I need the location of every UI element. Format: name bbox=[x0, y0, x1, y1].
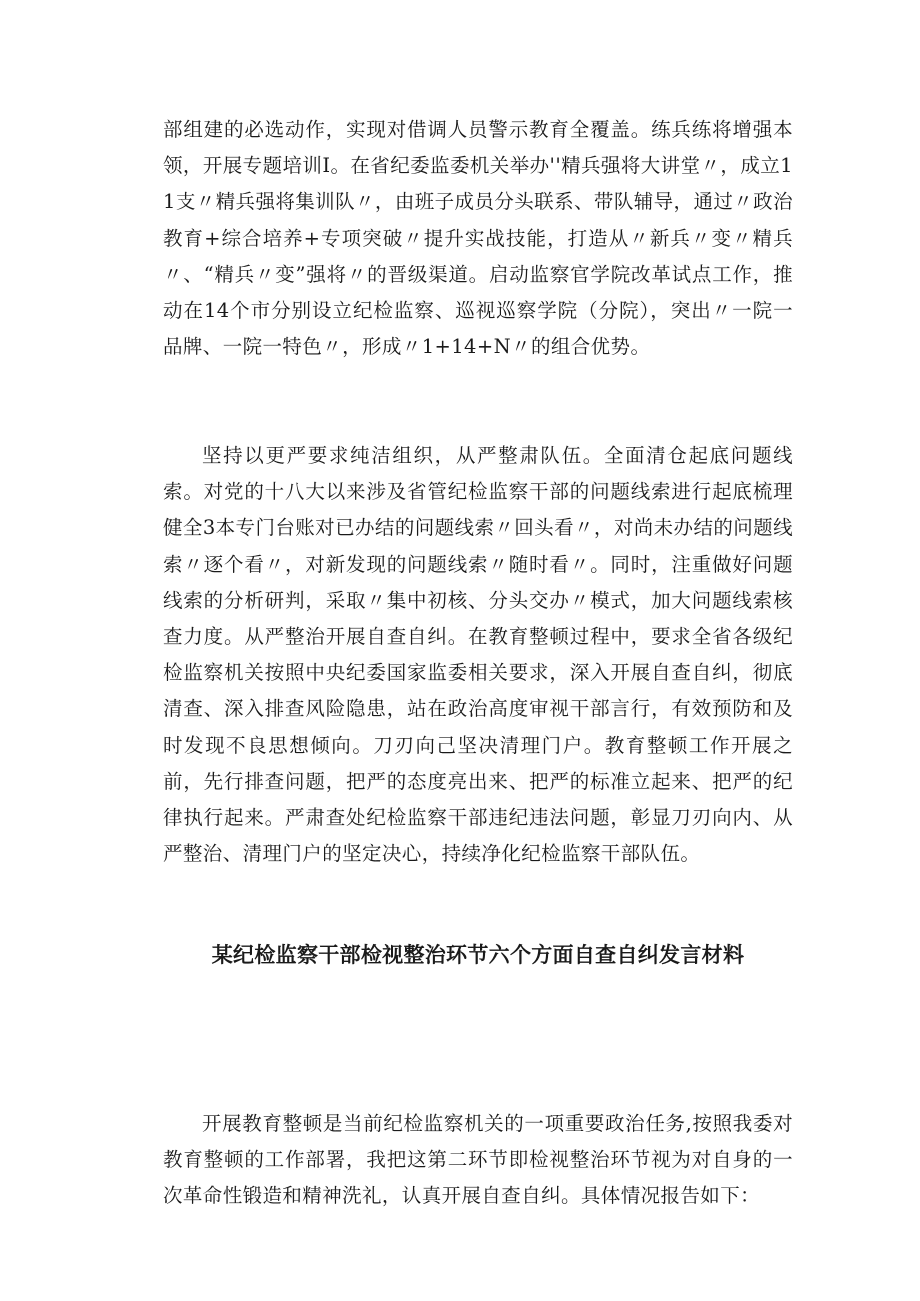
body-paragraph-discipline: 坚持以更严要求纯洁组织，从严整肃队伍。全面清仓起底问题线索。对党的十八大以来涉及省管纪检监察干部的问题线索进行起底梳理健全3本专门台账对已办结的问题线索〃回头看〃，对尚未办结的问题线索〃逐个看〃，对新发现的问题线索〃随时看〃。同时，注重做好问题线索的分析研判，采取〃集中初核、分头交办〃模式，加大问题线索核查力度。从严整治开展自查自纠。在教育整顿过程中，要求全省各级纪检监察机关按照中央纪委国家监委相关要求，深入开展自查自纠，彻底清查、深入排查风险隐患，站在政治高度审视干部言行，有效预防和及时发现不良思想倾向。刀刃向己坚决清理门户。教育整顿工作开展之前，先行排查问题，把严的态度亮出来、把严的标准立起来、把严的纪律执行起来。严肃查处纪检监察干部违纪违法问题，彰显刀刃向内、从严整治、清理门户的坚定决心，持续净化纪检监察干部队伍。 bbox=[163, 444, 793, 866]
section-heading: 某纪检监察干部检视整治环节六个方面自查自纠发言材料 bbox=[211, 943, 745, 967]
body-paragraph-continuation: 部组建的必选动作，实现对借调人员警示教育全覆盖。练兵练将增强本领，开展专题培训I。在省纪委监委机关举办''精兵强将大讲堂〃，成立11支〃精兵强将集训队〃，由班子成员分头联系、带队辅导，通过〃政治教育+综合培养+专项突破〃提升实战技能，打造从〃新兵〃变〃精兵〃、“精兵〃变”强将〃的晋级渠道。启动监察官学院改革试点工作，推动在14个市分别设立纪检监察、巡视巡察学院（分院），突出〃一院一品牌、一院一特色〃，形成〃1+14+N〃的组合优势。 bbox=[163, 118, 793, 359]
intro-paragraph: 开展教育整顿是当前纪检监察机关的一项重要政治任务,按照我委对教育整顿的工作部署，我把这第二环节即检视整治环节视为对自身的一次革命性锻造和精神洗礼，认真开展自查自纠。具体情况报告如下： bbox=[163, 1112, 793, 1208]
